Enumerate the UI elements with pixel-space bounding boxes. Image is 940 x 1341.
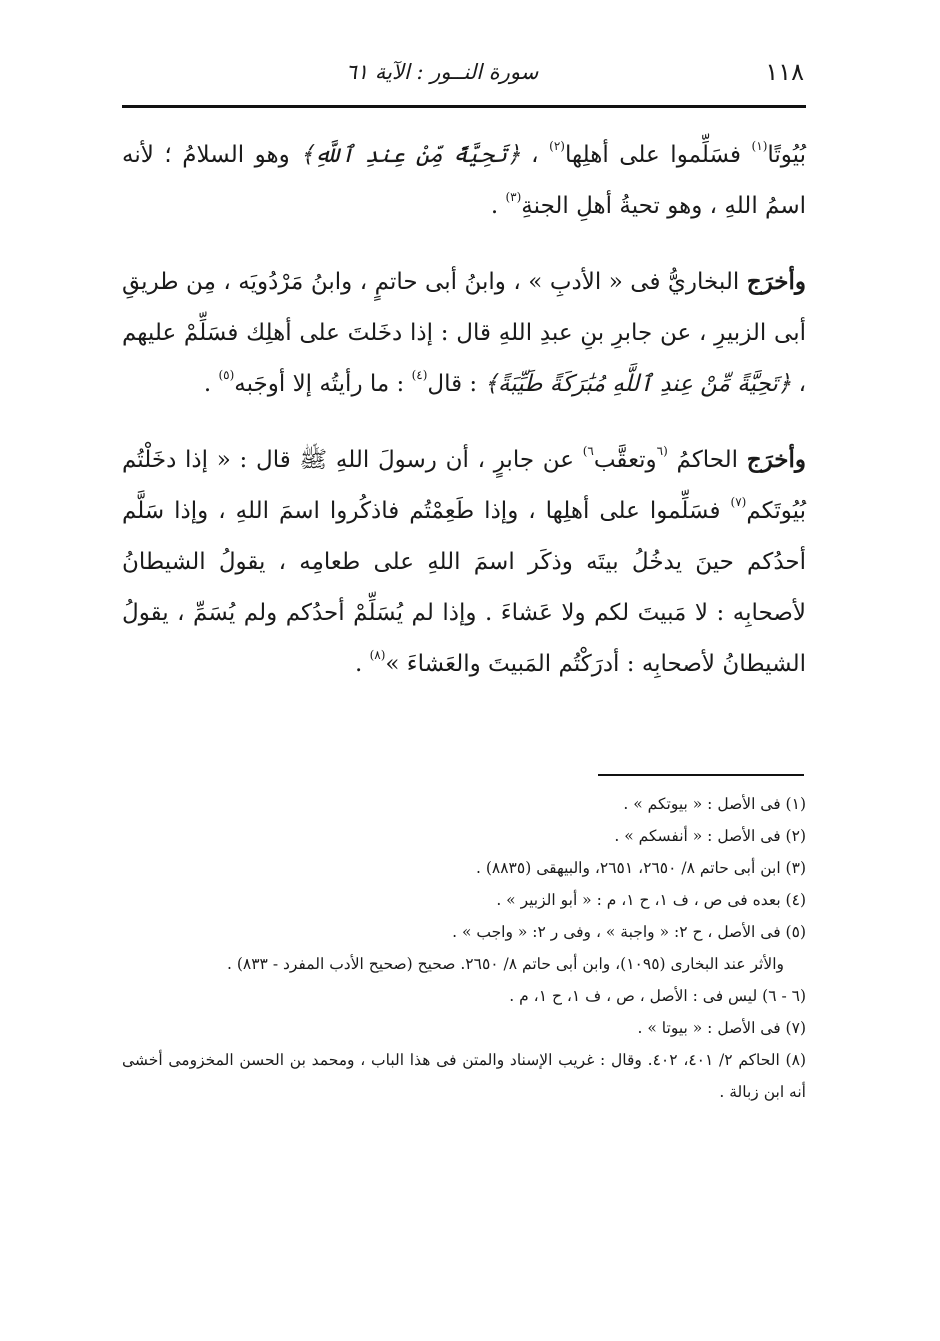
text-run: عن جابرٍ ، أن رسولَ اللهِ ﷺ قال : « إذا دخَلْتُم بُيُوتَكم (122, 447, 806, 524)
text-run: فسَلِّموا على أهلِها ، وإذا طَعِمْتُم فاذكُروا اسمَ اللهِ ، وإذا سَلَّم أحدُكم حينَ يدخُلُ بيتَه وذكَر اسمَ اللهِ على طعامِه ، يقولُ الشيطانُ لأصحابِه : لا مَبيتَ لكم ولا عَشاءَ . وإذا لم يُسَلِّمْ أحدُكم ولم يُسَمِّ ، يقولُ الشيطانُ لأصحابِه : أدرَكْتُم المَبيتَ والعَشاءَ » (122, 498, 806, 677)
text-run: ، (520, 142, 550, 168)
text-run: : قال (427, 371, 485, 397)
footnotes (122, 788, 806, 1108)
quran-quote: ﴿تَحِيَّةً مِّنْ عِندِ ٱللَّهِ مُبَٰرَكَةً طَيِّبَةً﴾ (484, 371, 792, 397)
paragraph-3 (122, 434, 806, 690)
footnote-marker: (٥) (218, 368, 235, 382)
footnote-8: (٨) الحاكم ٢/ ٤٠١، ٤٠٢. وقال : غريب الإسناد والمتن فى هذا الباب ، ومحمد بن الحسن المخزومى أخشى أنه ابن زبالة . (122, 1051, 806, 1101)
footnote-rule (598, 774, 804, 776)
header-rule (122, 105, 806, 108)
page-number: ١١٨ (765, 58, 804, 86)
text-run: : ما رأيتُه إلا أوجَبه (234, 371, 412, 397)
lead-word: وأخرَج (746, 268, 806, 295)
footnote-5-continuation: والأثر عند البخارى (١٠٩٥)، وابن أبى حاتم ٨/ ٢٦٥٠. صحيح (صحيح الأدب المفرد - ٨٣٣) . (227, 955, 784, 973)
text-run: وتعقَّب (593, 447, 657, 473)
footnote-marker: (٨) (369, 648, 386, 662)
footnote-5: (٥) فى الأصل ، ح ٢: « واجبة » ، وفى ر ٢: « واجب » . (452, 923, 806, 941)
running-title: سورة النــور : الآية ٦١ (345, 60, 539, 84)
footnote-3: (٣) ابن أبى حاتم ٨/ ٢٦٥٠، ٢٦٥١، والبيهقى (٨٨٣٥) . (476, 859, 806, 877)
quran-quote: ﴿تَحِيَّةً مِّنْ عِندِ ٱللَّهِ﴾ (300, 142, 521, 168)
paragraph-1 (122, 130, 806, 232)
text-run: . (490, 193, 506, 219)
footnote-4: (٤) بعده فى ص ، ف ١، ح ١، م : « أبو الزبير » . (496, 891, 806, 909)
paragraph-2 (122, 256, 806, 410)
text-run: بُيُوتًا (767, 142, 807, 168)
footnote-7: (٧) فى الأصل : « بيوتا » . (637, 1019, 806, 1037)
main-text (122, 130, 806, 690)
text-run: فسَلِّموا على أهلِها (564, 142, 752, 168)
footnote-marker: (٧) (730, 495, 747, 509)
footnote-marker: (١) (751, 139, 768, 153)
footnote-6: (٦ - ٦) ليس فى : الأصل ، ص ، ف ١، ح ١، م . (509, 987, 806, 1005)
footnote-marker: ٦) (582, 444, 594, 458)
text-run: الحاكمُ (667, 447, 747, 473)
lead-word: وأخرَج (746, 446, 806, 473)
text-run: وهو السلامُ ؛ لأنه اسمُ اللهِ ، وهو تحيةُ أهلِ الجنةِ (122, 142, 806, 219)
footnote-marker: (٤) (411, 368, 428, 382)
text-run: البخاريُّ فى « الأدبِ » ، وابنُ أبى حاتمٍ ، وابنُ مَرْدُويَه ، مِن طريقِ أبى الزبيرِ ، عن جابرِ بنِ عبدِ اللهِ قال : إذا دخَلتَ على أهلِك فسَلِّمْ عليهم ، (122, 269, 806, 397)
footnote-2: (٢) فى الأصل : « أنفسكم » . (614, 827, 806, 845)
page-header (122, 58, 804, 94)
text-run: . (354, 651, 370, 677)
footnote-marker: (٦ (656, 444, 668, 458)
text-run: . (203, 371, 219, 397)
footnote-marker: (٣) (505, 190, 522, 204)
footnote-1: (١) فى الأصل : « بيوتكم » . (623, 795, 806, 813)
footnote-marker: (٢) (549, 139, 565, 153)
